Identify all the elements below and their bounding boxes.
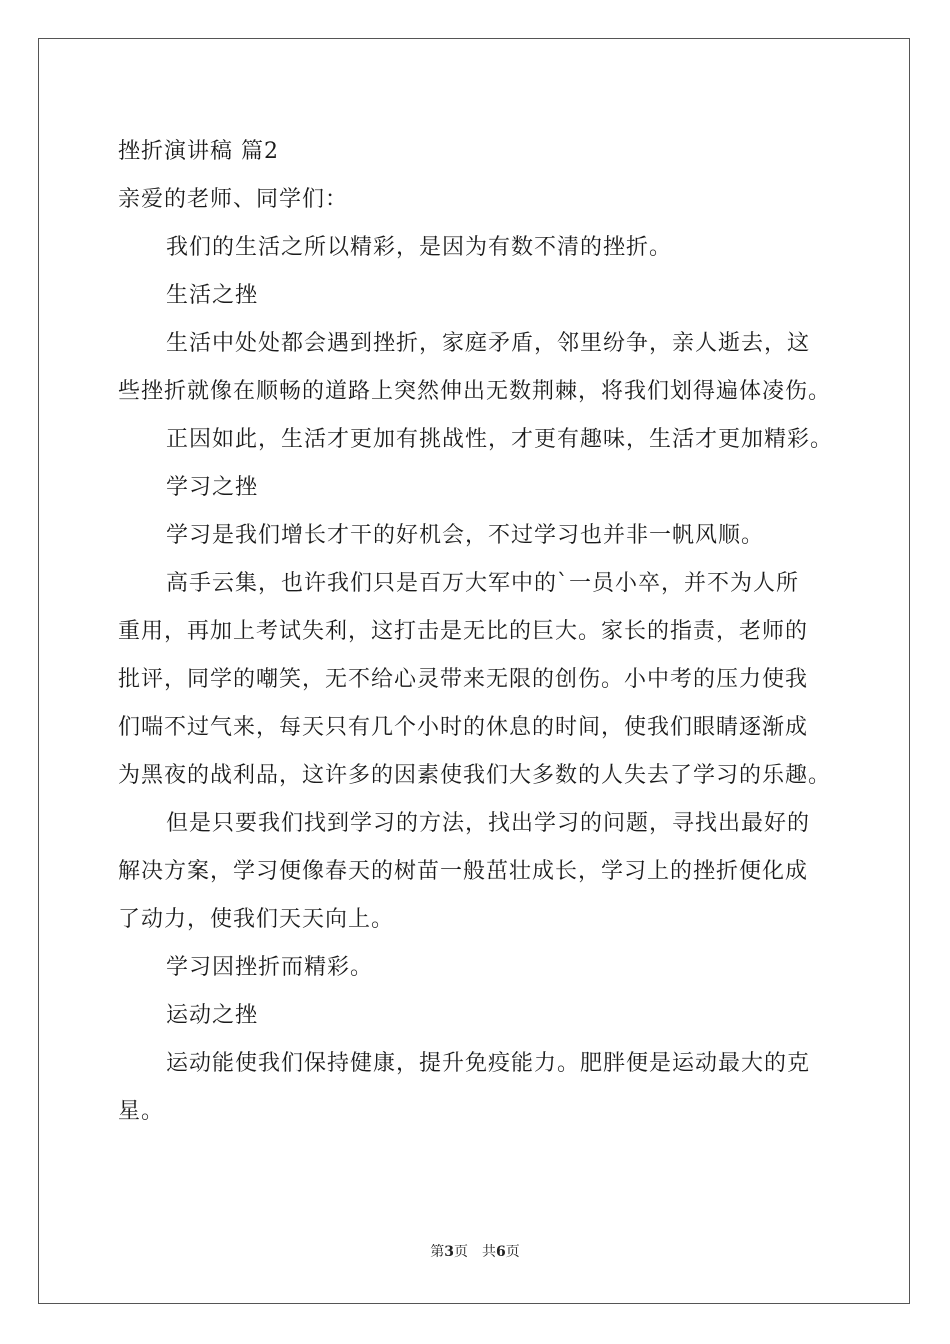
document-title: 挫折演讲稿 篇2 xyxy=(118,139,279,164)
section-heading-life: 生活之挫 xyxy=(166,283,259,308)
paragraph-line: 为黑夜的战利品，这许多的因素使我们大多数的人失去了学习的乐趣。 xyxy=(118,763,832,788)
salutation: 亲爱的老师、同学们： xyxy=(118,187,349,212)
paragraph-line: 我们的生活之所以精彩，是因为有数不清的挫折。 xyxy=(166,235,673,260)
paragraph-line: 些挫折就像在顺畅的道路上突然伸出无数荆棘，将我们划得遍体凌伤。 xyxy=(118,379,832,404)
paragraph-line: 但是只要我们找到学习的方法，找出学习的问题，寻找出最好的 xyxy=(166,811,811,836)
section-heading-sport: 运动之挫 xyxy=(166,1003,259,1028)
section-heading-study: 学习之挫 xyxy=(166,475,259,500)
paragraph-line: 了动力，使我们天天向上。 xyxy=(118,907,395,932)
paragraph-line: 生活中处处都会遇到挫折，家庭矛盾，邻里纷争，亲人逝去，这 xyxy=(166,331,811,356)
paragraph-line: 学习是我们增长才干的好机会，不过学习也并非一帆风顺。 xyxy=(166,523,765,548)
paragraph-line: 批评，同学的嘲笑，无不给心灵带来无限的创伤。小中考的压力使我 xyxy=(118,667,809,692)
page-indicator: 第3页 xyxy=(430,1244,468,1260)
total-pages-indicator: 共6页 xyxy=(482,1244,520,1260)
paragraph-line: 星。 xyxy=(118,1099,165,1124)
paragraph-line: 解决方案，学习便像春天的树苗一般茁壮成长，学习上的挫折便化成 xyxy=(118,859,809,884)
total-page-number: 6 xyxy=(496,1244,506,1260)
paragraph-line: 高手云集，也许我们只是百万大军中的`一员小卒，并不为人所 xyxy=(166,571,800,596)
current-page-number: 3 xyxy=(444,1244,454,1260)
paragraph-line: 正因如此，生活才更加有挑战性，才更有趣味，生活才更加精彩。 xyxy=(166,427,834,452)
paragraph-line: 学习因挫折而精彩。 xyxy=(166,955,374,980)
paragraph-line: 们喘不过气来，每天只有几个小时的休息的时间，使我们眼睛逐渐成 xyxy=(118,715,809,740)
document-body xyxy=(118,128,848,1136)
page-footer xyxy=(0,1241,950,1261)
paragraph-line: 运动能使我们保持健康，提升免疫能力。肥胖便是运动最大的克 xyxy=(166,1051,811,1076)
paragraph-line: 重用，再加上考试失利，这打击是无比的巨大。家长的指责，老师的 xyxy=(118,619,809,644)
